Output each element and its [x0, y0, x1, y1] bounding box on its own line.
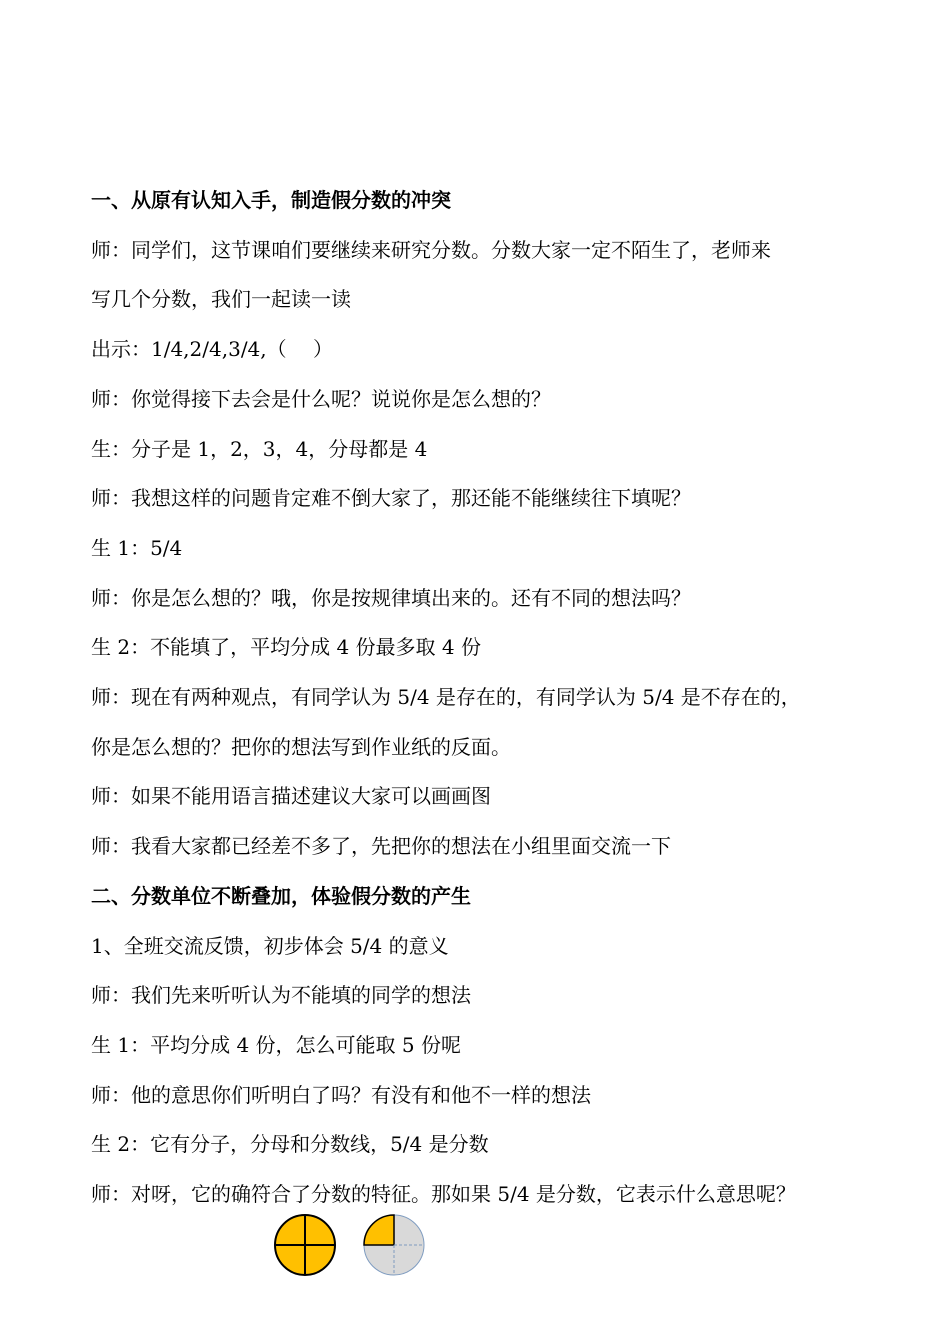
- paragraph-line: 生 2：它有分子，分母和分数线，5/4 是分数: [91, 1132, 489, 1156]
- paragraph-line: 师：我想这样的问题肯定难不倒大家了，那还能不能继续往下填呢？: [91, 486, 691, 510]
- paragraph-line: 师：他的意思你们听明白了吗？有没有和他不一样的想法: [91, 1083, 591, 1107]
- paragraph-line: 师：我们先来听听认为不能填的同学的想法: [91, 983, 471, 1007]
- paragraph-line: 1、全班交流反馈，初步体会 5/4 的意义: [91, 934, 449, 958]
- paragraph-line: 师：你觉得接下去会是什么呢？说说你是怎么想的？: [91, 387, 551, 411]
- paragraph-line: 生 1：5/4: [91, 536, 183, 560]
- paragraph-line: 生 2：不能填了，平均分成 4 份最多取 4 份: [91, 635, 481, 659]
- section-heading: 二、分数单位不断叠加，体验假分数的产生: [91, 884, 471, 908]
- section-heading: 一、从原有认知入手，制造假分数的冲突: [91, 188, 451, 212]
- paragraph-line: 出示：1/4,2/4,3/4,（ ）: [91, 337, 333, 361]
- paragraph-line: 师：你是怎么想的？哦，你是按规律填出来的。还有不同的想法吗？: [91, 586, 691, 610]
- paragraph-line: 师：我看大家都已经差不多了，先把你的想法在小组里面交流一下: [91, 834, 671, 858]
- paragraph-line: 生：分子是 1，2，3，4，分母都是 4: [91, 437, 428, 461]
- quarter-circle-figure: [361, 1212, 427, 1278]
- paragraph-line: 你是怎么想的？把你的想法写到作业纸的反面。: [91, 735, 511, 759]
- paragraph-line: 写几个分数，我们一起读一读: [91, 287, 351, 311]
- paragraph-line: 师：如果不能用语言描述建议大家可以画画图: [91, 784, 491, 808]
- paragraph-line: 生 1：平均分成 4 份，怎么可能取 5 份呢: [91, 1033, 461, 1057]
- fraction-figures: [270, 1212, 440, 1282]
- paragraph-line: 师：对呀，它的确符合了分数的特征。那如果 5/4 是分数，它表示什么意思呢？: [91, 1182, 796, 1206]
- quarter-circle-shaded-part: [364, 1215, 394, 1245]
- paragraph-line: 师：同学们，这节课咱们要继续来研究分数。分数大家一定不陌生了，老师来: [91, 238, 771, 262]
- paragraph-line: 师：现在有两种观点，有同学认为 5/4 是存在的，有同学认为 5/4 是不存在的，: [91, 685, 801, 709]
- full-circle-figure: [272, 1212, 338, 1278]
